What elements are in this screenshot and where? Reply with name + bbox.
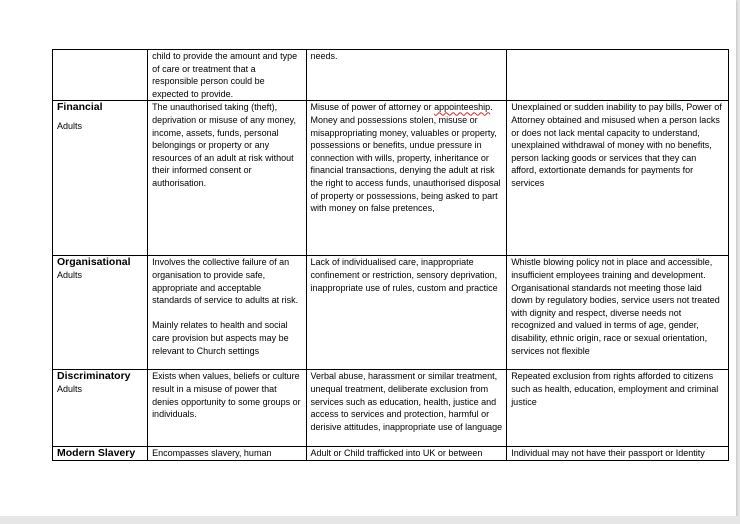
definition-text: The unauthorised taking (theft), deprivation or misuse of any money, income, assets, funds, personal belongings or property or any resources of an adult at risk without their informed consent or authorisation. — [152, 102, 296, 188]
spellcheck-flagged-word[interactable]: appointeeship — [434, 102, 491, 113]
category-cell — [53, 50, 148, 101]
definition-text: child to provide the amount and type of care or treatment that a responsible person could be expected to provide. — [152, 51, 298, 99]
definition-cell — [148, 447, 306, 461]
category-cell — [53, 370, 148, 447]
table-row — [53, 50, 729, 101]
category-cell — [53, 101, 148, 256]
abuse-types-table — [52, 49, 729, 461]
table-row — [53, 101, 729, 256]
examples-cell — [306, 256, 507, 370]
examples-text: Lack of individualised care, inappropriate confinement or restriction, sensory deprivation, inappropriate use of rules, custom and practice — [310, 257, 498, 293]
definition-cell — [148, 50, 306, 101]
indicators-text: Whistle blowing policy not in place and accessible, insufficient employees training and development. Organisational standards not meeting those laid down by regulatory bodies, service users not treated with dignity and respect, diverse needs not recognized and valued in terms of age, gender, disability, ethnic origin, race or sexual orientation, services not flexible — [511, 257, 720, 356]
examples-text: Adult or Child trafficked into UK or between — [310, 448, 483, 459]
definition-cell — [148, 256, 306, 370]
page-gap — [0, 516, 740, 524]
category-subtitle: Adults — [57, 384, 83, 395]
definition-cell — [148, 370, 306, 447]
examples-cell — [306, 447, 507, 461]
examples-text: needs. — [310, 51, 338, 61]
category-cell — [53, 447, 148, 461]
definition-text: Exists when values, beliefs or culture result in a misuse of power that denies opportunity to some groups or individuals. — [152, 371, 301, 420]
table-row — [53, 447, 729, 461]
examples-cell — [306, 101, 507, 256]
definition-text: Encompasses slavery, human — [152, 448, 272, 459]
indicators-cell — [507, 447, 729, 461]
indicators-text: Individual may not have their passport or Identity — [511, 448, 705, 459]
examples-cell — [306, 50, 507, 101]
table-row — [53, 370, 729, 447]
indicators-cell — [507, 101, 729, 256]
indicators-cell — [507, 50, 729, 101]
indicators-cell — [507, 370, 729, 447]
examples-text-start: Misuse of power of attorney or — [310, 102, 435, 113]
examples-text — [311, 101, 503, 214]
definition-text: Involves the collective failure of an organisation to provide safe, appropriate and acceptable standards of service to adults at risk. — [152, 257, 299, 306]
indicators-cell — [507, 256, 729, 370]
examples-text: Verbal abuse, harassment or similar treatment, unequal treatment, deliberate exclusion from services such as education, health, justice and access to services and protection, harmful or derisive attitudes, inappropriate use of language — [310, 371, 503, 432]
category-name: Financial — [57, 101, 103, 114]
examples-text-rest: . Money and possessions stolen, misuse or misappropriating money, valuables or property, possessions or benefits, undue pressure in connection with wills, property, inheritance or financial transactions, denying the adult at risk the right to access funds, unauthorised disposal of property or possessions, being asked to part with money on false pretences, — [310, 102, 501, 214]
category-subtitle: Adults — [57, 270, 83, 281]
category-cell — [53, 256, 148, 370]
indicators-text: Repeated exclusion from rights afforded to citizens such as health, education, employment and criminal justice — [511, 371, 719, 407]
definition-cell — [148, 101, 306, 256]
examples-cell — [306, 370, 507, 447]
indicators-text: Unexplained or sudden inability to pay bills, Power of Attorney obtained and misused when a person lacks or does not lack mental capacity to understand, unexplained withdrawal of money with no benefits, person lacking goods or services that they can afford, extortionate demands for payments for services — [511, 102, 722, 188]
category-name: Discriminatory — [57, 370, 131, 383]
category-name: Organisational — [57, 256, 131, 269]
table-row — [53, 256, 729, 370]
definition-text: Mainly relates to health and social care provision but aspects may be relevant to Church settings — [152, 320, 289, 356]
category-subtitle: Adults — [57, 121, 83, 132]
category-name: Modern Slavery — [57, 447, 136, 460]
